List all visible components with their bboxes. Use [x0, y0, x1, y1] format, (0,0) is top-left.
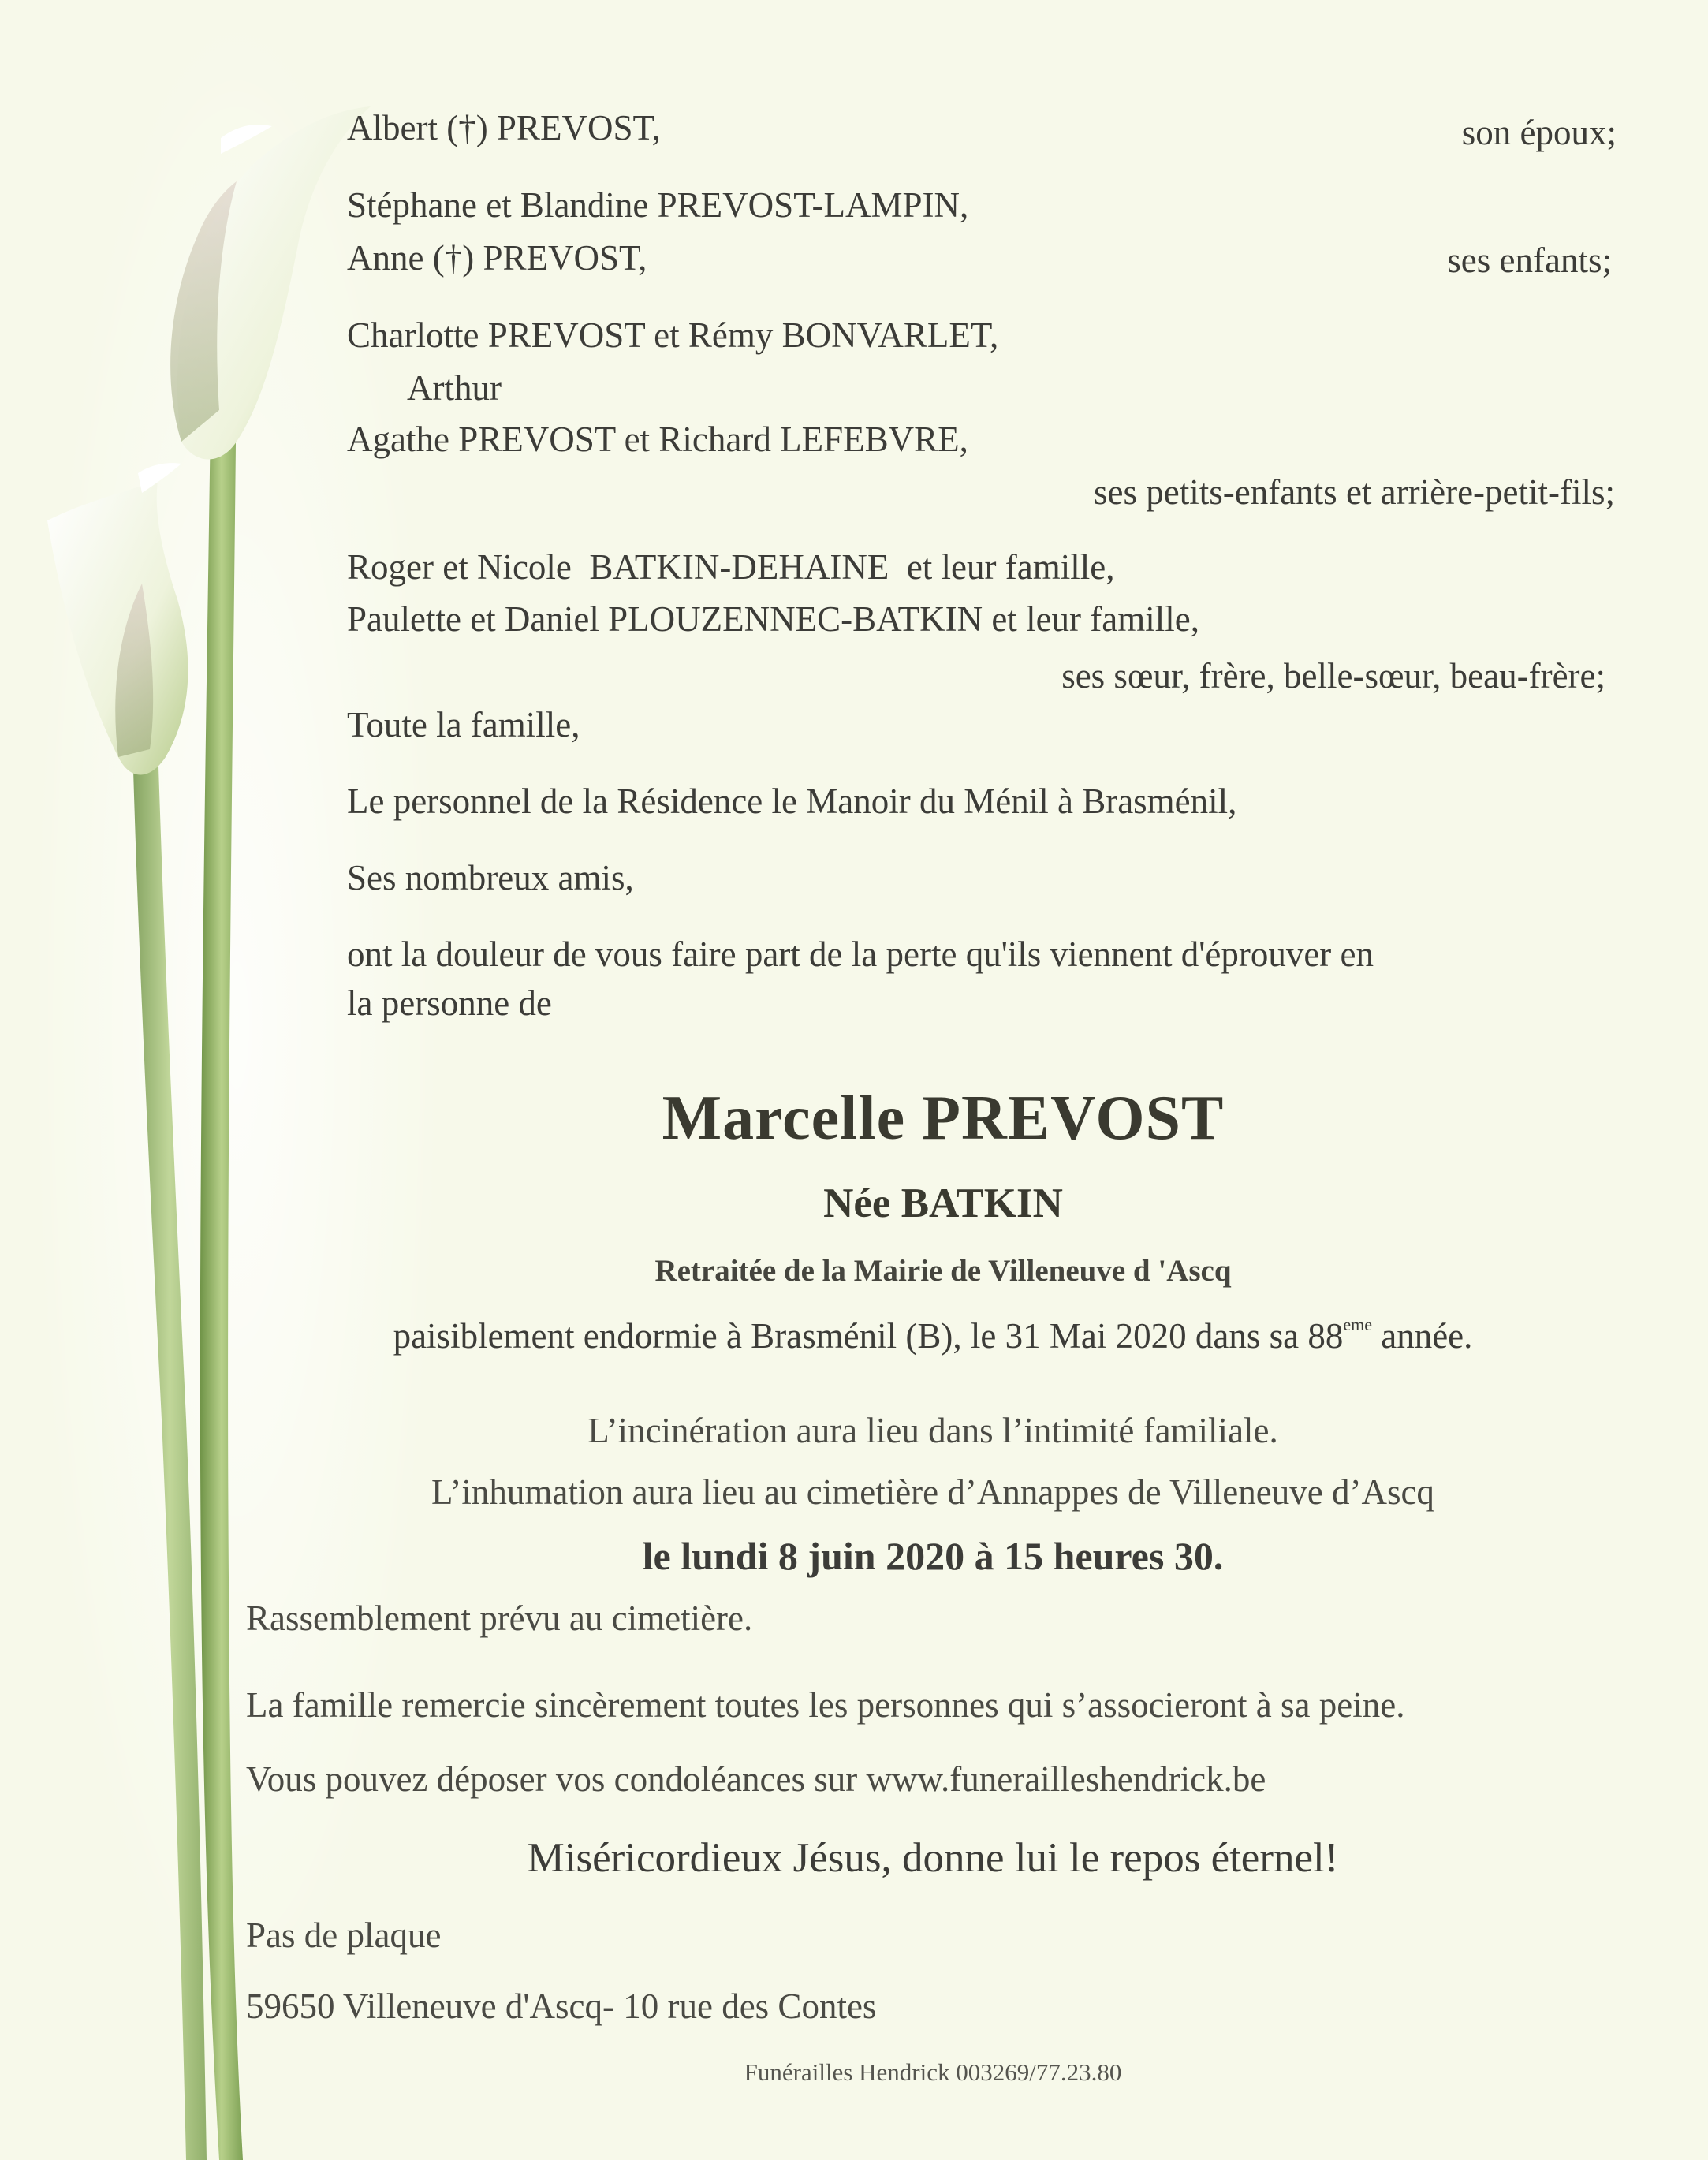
prayer-line: Miséricordieux Jésus, donne lui le repos éternel!: [527, 1835, 1339, 1881]
grandchild-line-3: Agathe PREVOST et Richard LEFEBVRE,: [347, 420, 968, 459]
maiden-name: Née BATKIN: [823, 1181, 1063, 1226]
sibling-line-2: Paulette et Daniel PLOUZENNEC-BATKIN et leur famille,: [347, 599, 1199, 639]
grandchild-line-2: Arthur: [407, 368, 502, 408]
sibling-line-1: Roger et Nicole BATKIN-DEHAINE et leur famille,: [347, 547, 1115, 587]
address-line: 59650 Villeneuve d'Ascq- 10 rue des Contes: [246, 1987, 877, 2026]
funeral-home: Funérailles Hendrick 003269/77.23.80: [744, 2058, 1122, 2086]
condolences-line: Vous pouvez déposer vos condoléances sur www.funerailleshendrick.be: [246, 1759, 1266, 1799]
child-line-2: Anne (†) PREVOST,: [347, 238, 647, 278]
siblings-relation: ses sœur, frère, belle-sœur, beau-frère;: [1061, 656, 1605, 696]
spouse-relation: son époux;: [1461, 113, 1617, 152]
children-relation: ses enfants;: [1447, 241, 1612, 280]
ceremony-datetime: le lundi 8 juin 2020 à 15 heures 30.: [642, 1534, 1224, 1578]
occupation: Retraitée de la Mairie de Villeneuve d 'Ascq: [654, 1254, 1232, 1288]
announcement-line-2: la personne de: [347, 983, 552, 1023]
cremation-line: L’incinération aura lieu dans l’intimité familiale.: [587, 1411, 1278, 1450]
thanks-line: La famille remercie sincèrement toutes les personnes qui s’associeront à sa peine.: [246, 1685, 1405, 1725]
child-line-1: Stéphane et Blandine PREVOST-LAMPIN,: [347, 185, 969, 225]
spouse-name: Albert (†) PREVOST,: [347, 108, 661, 147]
grandchildren-relation: ses petits-enfants et arrière-petit-fils;: [1094, 472, 1615, 512]
whole-family: Toute la famille,: [347, 705, 580, 744]
friends-line: Ses nombreux amis,: [347, 858, 634, 897]
death-end: année.: [1371, 1316, 1473, 1356]
deceased-name: Marcelle PREVOST: [662, 1084, 1225, 1153]
death-text: paisiblement endormie à Brasménil (B), le 31 Mai 2020 dans sa 88: [393, 1316, 1344, 1356]
death-line: [315, 1315, 1550, 1356]
staff-line: Le personnel de la Résidence le Manoir du Ménil à Brasménil,: [347, 782, 1237, 821]
ordinal-suffix: eme: [1343, 1315, 1372, 1334]
gathering-line: Rassemblement prévu au cimetière.: [246, 1599, 753, 1638]
burial-line: L’inhumation aura lieu au cimetière d’Annappes de Villeneuve d’Ascq: [431, 1472, 1434, 1512]
announcement-line-1: ont la douleur de vous faire part de la perte qu'ils viennent d'éprouver en: [347, 935, 1374, 974]
grandchild-line-1: Charlotte PREVOST et Rémy BONVARLET,: [347, 315, 999, 355]
no-plaque: Pas de plaque: [246, 1916, 442, 1955]
